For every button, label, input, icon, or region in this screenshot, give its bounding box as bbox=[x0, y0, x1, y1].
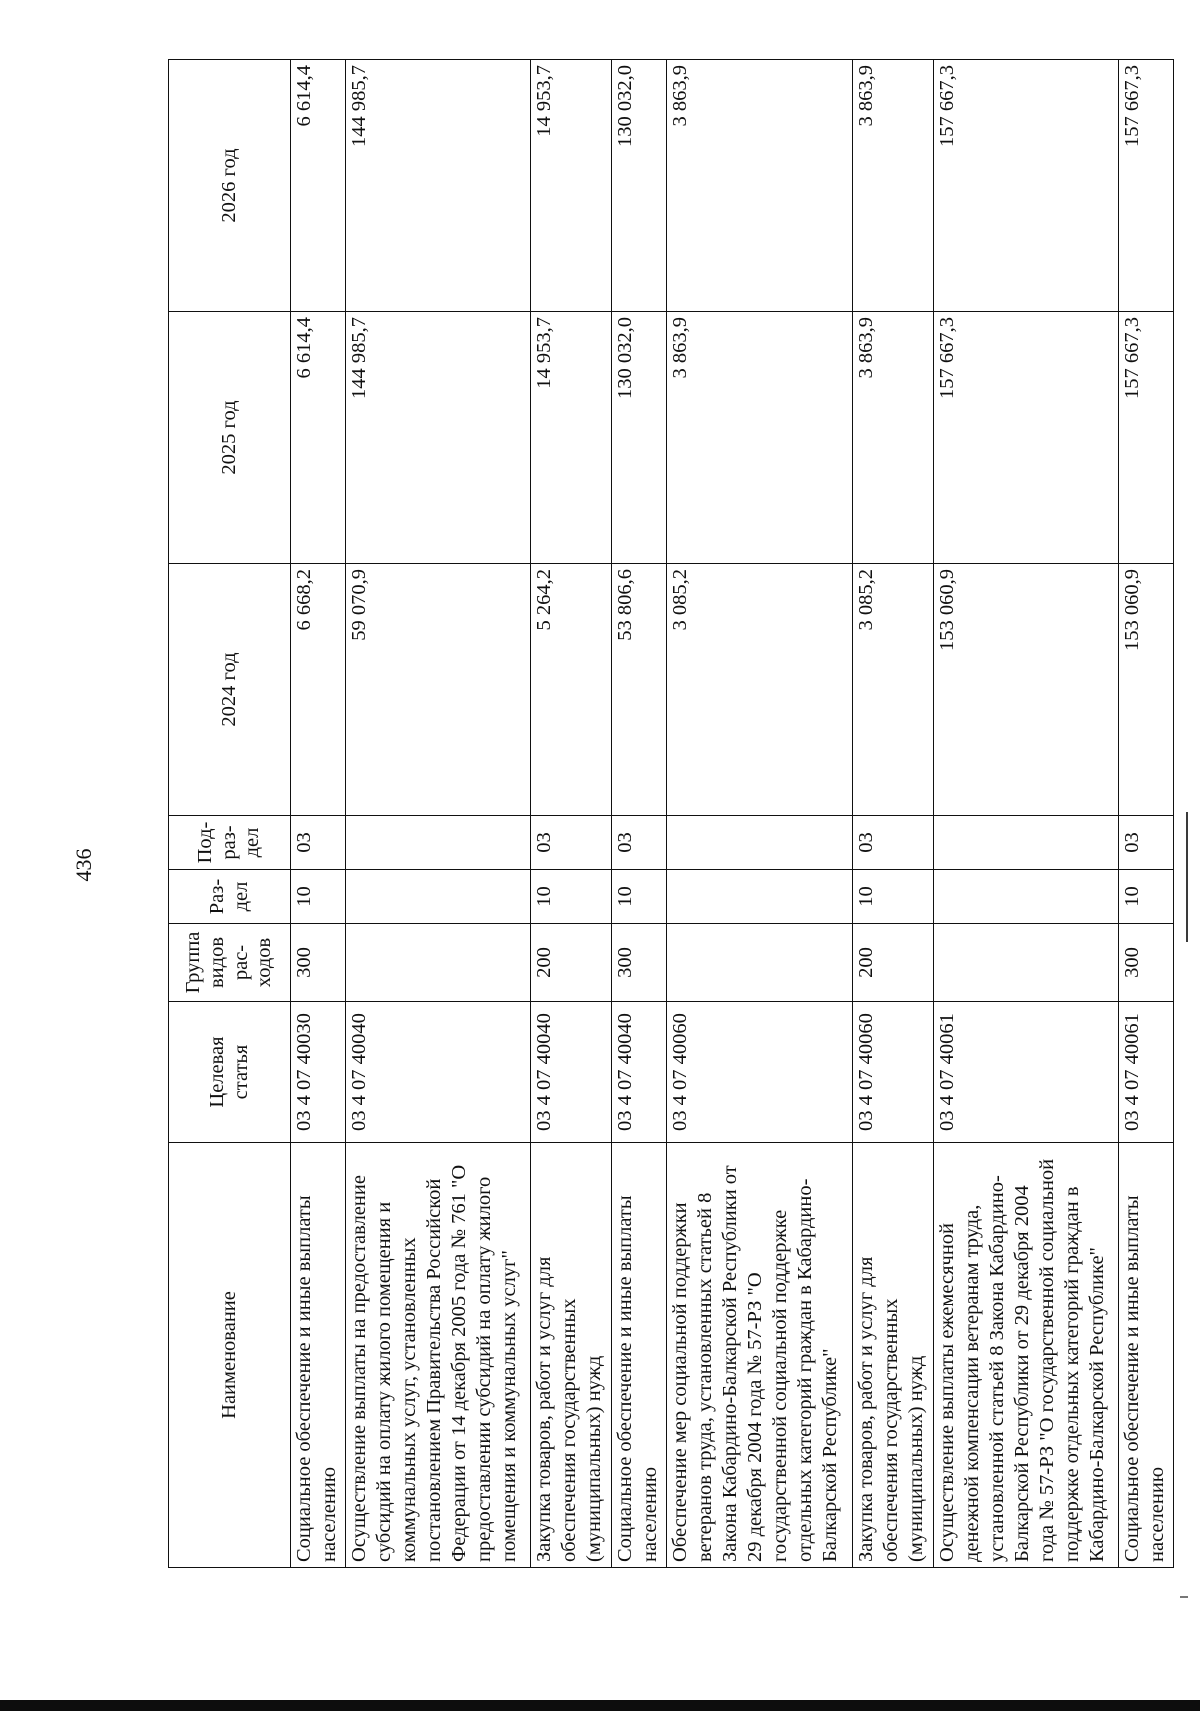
table-row bbox=[346, 60, 531, 1568]
table-header-row bbox=[169, 60, 291, 1568]
row-amount-2025: 3 863,9 bbox=[667, 312, 852, 564]
row-target-article: 03 4 07 40040 bbox=[612, 1002, 667, 1143]
row-subsection: 03 bbox=[852, 816, 933, 870]
row-amount-2026: 130 032,0 bbox=[612, 60, 667, 312]
row-section bbox=[346, 870, 531, 924]
scan-edge-mark bbox=[1186, 812, 1188, 942]
row-amount-2026: 144 985,7 bbox=[346, 60, 531, 312]
row-expense-group bbox=[667, 924, 852, 1002]
row-subsection bbox=[667, 816, 852, 870]
row-amount-2024: 153 060,9 bbox=[933, 564, 1118, 816]
row-target-article: 03 4 07 40061 bbox=[933, 1002, 1118, 1143]
header-year-2026: 2026 год bbox=[169, 60, 291, 312]
budget-table bbox=[168, 59, 1174, 1568]
row-amount-2026: 157 667,3 bbox=[933, 60, 1118, 312]
row-section: 10 bbox=[531, 870, 612, 924]
row-amount-2025: 6 614,4 bbox=[291, 312, 346, 564]
row-amount-2025: 3 863,9 bbox=[852, 312, 933, 564]
row-expense-group: 300 bbox=[1118, 924, 1173, 1002]
row-name: Обеспечение мер социальной поддержки ветеранов труда, установленных статьей 8 Закона Кабардино-Балкарской Республики от 29 декабря 2004 года № 57-РЗ "О государственной социальной поддержке отдельных категорий граждан в Кабардино-Балкарской Республике" bbox=[667, 1143, 852, 1568]
header-name: Наименование bbox=[169, 1143, 291, 1568]
row-subsection: 03 bbox=[531, 816, 612, 870]
scan-bottom-border bbox=[0, 1700, 1200, 1711]
row-subsection: 03 bbox=[1118, 816, 1173, 870]
row-amount-2024: 6 668,2 bbox=[291, 564, 346, 816]
row-subsection bbox=[346, 816, 531, 870]
row-expense-group: 200 bbox=[852, 924, 933, 1002]
row-subsection: 03 bbox=[291, 816, 346, 870]
row-target-article: 03 4 07 40030 bbox=[291, 1002, 346, 1143]
row-target-article: 03 4 07 40060 bbox=[667, 1002, 852, 1143]
row-subsection: 03 bbox=[612, 816, 667, 870]
row-expense-group: 300 bbox=[612, 924, 667, 1002]
row-amount-2025: 144 985,7 bbox=[346, 312, 531, 564]
table-row bbox=[1118, 60, 1173, 1568]
row-expense-group bbox=[346, 924, 531, 1002]
row-subsection bbox=[933, 816, 1118, 870]
row-target-article: 03 4 07 40040 bbox=[346, 1002, 531, 1143]
row-section: 10 bbox=[852, 870, 933, 924]
row-amount-2025: 157 667,3 bbox=[1118, 312, 1173, 564]
page-number: 436 bbox=[71, 848, 96, 882]
table-row bbox=[612, 60, 667, 1568]
scan-edge-dot bbox=[1180, 1596, 1188, 1598]
row-section: 10 bbox=[612, 870, 667, 924]
row-amount-2025: 130 032,0 bbox=[612, 312, 667, 564]
header-section: Раз-дел bbox=[169, 870, 291, 924]
row-section: 10 bbox=[291, 870, 346, 924]
row-amount-2026: 3 863,9 bbox=[667, 60, 852, 312]
table-row bbox=[291, 60, 346, 1568]
row-section bbox=[933, 870, 1118, 924]
row-expense-group: 200 bbox=[531, 924, 612, 1002]
row-amount-2024: 153 060,9 bbox=[1118, 564, 1173, 816]
row-amount-2024: 3 085,2 bbox=[667, 564, 852, 816]
row-amount-2026: 6 614,4 bbox=[291, 60, 346, 312]
row-section: 10 bbox=[1118, 870, 1173, 924]
header-year-2025: 2025 год bbox=[169, 312, 291, 564]
row-name: Социальное обеспечение и иные выплаты населению bbox=[1118, 1143, 1173, 1568]
row-name: Закупка товаров, работ и услуг для обеспечения государственных (муниципальных) нужд bbox=[531, 1143, 612, 1568]
row-target-article: 03 4 07 40060 bbox=[852, 1002, 933, 1143]
header-expense-group: Группа видов рас-ходов bbox=[169, 924, 291, 1002]
row-target-article: 03 4 07 40040 bbox=[531, 1002, 612, 1143]
header-target-article: Целевая статья bbox=[169, 1002, 291, 1143]
row-amount-2024: 53 806,6 bbox=[612, 564, 667, 816]
row-name: Осуществление выплаты на предоставление субсидий на оплату жилого помещения и коммунальных услуг, установленных постановлением Правительства Российской Федерации от 14 декабря 2005 года № 761 "О предоставлении субсидий на оплату жилого помещения и коммунальных услуг" bbox=[346, 1143, 531, 1568]
table-row bbox=[667, 60, 852, 1568]
header-subsection: Под-раз-дел bbox=[169, 816, 291, 870]
table-row bbox=[933, 60, 1118, 1568]
table-row bbox=[531, 60, 612, 1568]
row-amount-2026: 14 953,7 bbox=[531, 60, 612, 312]
row-amount-2025: 14 953,7 bbox=[531, 312, 612, 564]
row-amount-2026: 3 863,9 bbox=[852, 60, 933, 312]
header-year-2024: 2024 год bbox=[169, 564, 291, 816]
budget-table-container bbox=[168, 60, 1174, 1568]
row-target-article: 03 4 07 40061 bbox=[1118, 1002, 1173, 1143]
row-expense-group: 300 bbox=[291, 924, 346, 1002]
row-amount-2024: 5 264,2 bbox=[531, 564, 612, 816]
row-name: Социальное обеспечение и иные выплаты населению bbox=[612, 1143, 667, 1568]
row-name: Социальное обеспечение и иные выплаты населению bbox=[291, 1143, 346, 1568]
rotated-table-wrapper bbox=[168, 60, 1174, 1568]
row-amount-2026: 157 667,3 bbox=[1118, 60, 1173, 312]
row-amount-2024: 59 070,9 bbox=[346, 564, 531, 816]
row-name: Осуществление выплаты ежемесячной денежной компенсации ветеранам труда, установленной статьей 8 Закона Кабардино-Балкарской Республики от 29 декабря 2004 года № 57-РЗ "О государственной социальной поддержке отдельных категорий граждан в Кабардино-Балкарской Республике" bbox=[933, 1143, 1118, 1568]
row-expense-group bbox=[933, 924, 1118, 1002]
table-row bbox=[852, 60, 933, 1568]
row-name: Закупка товаров, работ и услуг для обеспечения государственных (муниципальных) нужд bbox=[852, 1143, 933, 1568]
row-amount-2025: 157 667,3 bbox=[933, 312, 1118, 564]
row-amount-2024: 3 085,2 bbox=[852, 564, 933, 816]
row-section bbox=[667, 870, 852, 924]
